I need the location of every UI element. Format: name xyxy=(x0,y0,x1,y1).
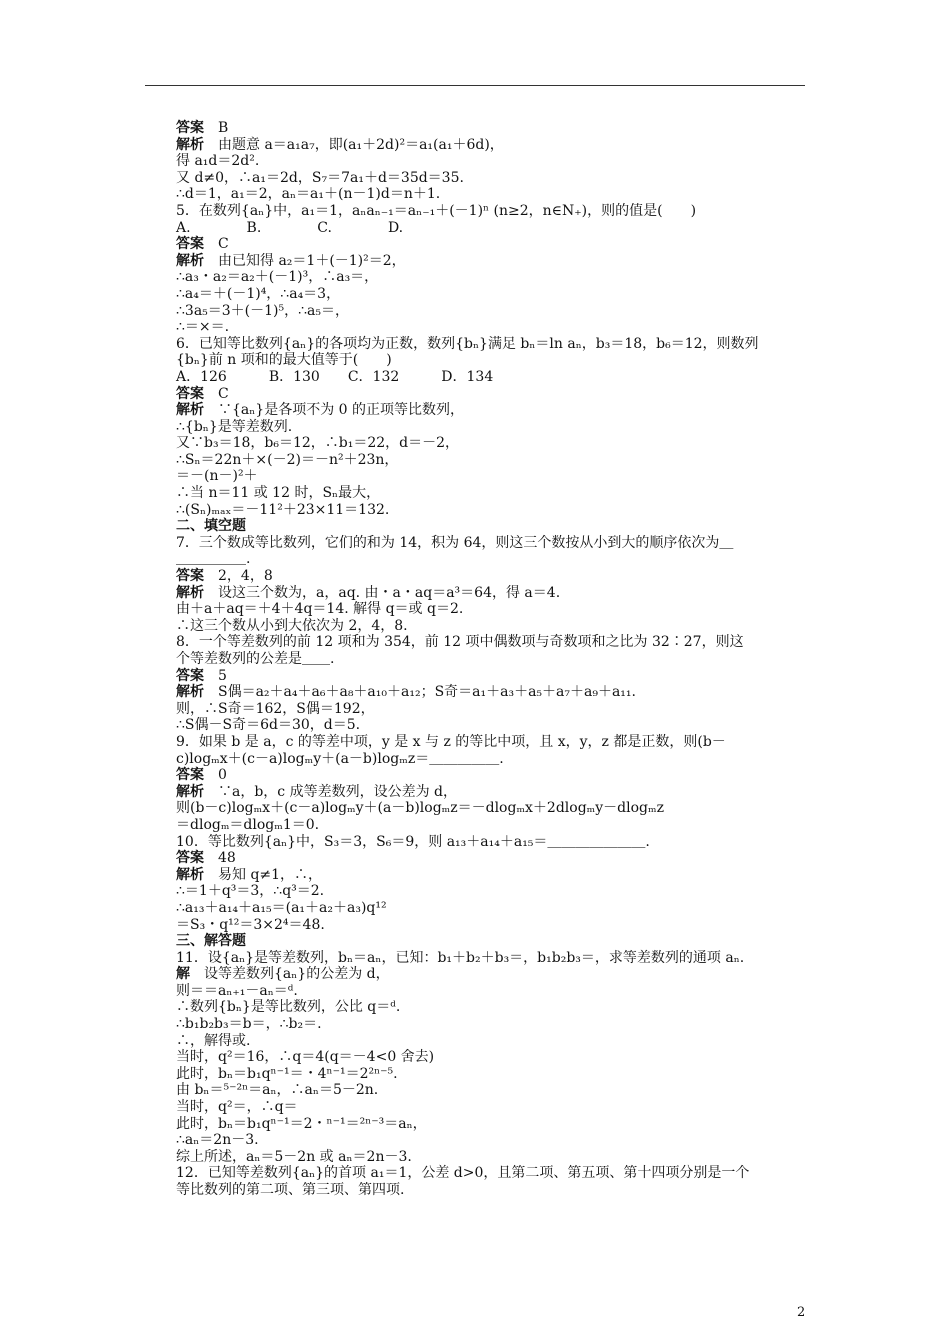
line-text: 则(b－c)logₘx＋(c－a)logₘy＋(a－b)logₘz＝－dlogₘx＋2dlogₘy－dlogₘz xyxy=(176,800,664,817)
text-line xyxy=(176,452,816,469)
text-line xyxy=(176,917,816,934)
text-line xyxy=(176,186,816,203)
line-text: ∴{bₙ}是等差数列. xyxy=(176,418,293,435)
text-line xyxy=(176,999,816,1016)
section-label: 答案 xyxy=(176,385,204,402)
line-text: ∴d＝1，a₁＝2，aₙ＝a₁＋(n－1)d＝n＋1. xyxy=(176,186,441,203)
section-label: 二、填空题 xyxy=(176,518,246,535)
text-line xyxy=(176,800,816,817)
line-text: 当时，q²＝，∴q＝ xyxy=(176,1099,298,1116)
text-line xyxy=(176,402,816,419)
line-text: 由题意 a＝a₁a₇，即(a₁＋2d)²＝a₁(a₁＋6d)， xyxy=(218,136,504,153)
page-number: 2 xyxy=(797,1305,806,1320)
text-line xyxy=(176,269,816,286)
section-label: 解析 xyxy=(176,866,204,883)
text-line xyxy=(176,834,816,851)
text-line xyxy=(176,137,816,154)
text-line xyxy=(176,120,816,137)
text-line xyxy=(176,518,816,535)
line-text: ∴这三个数从小到大依次为 2，4，8. xyxy=(176,617,408,634)
text-line xyxy=(176,1049,816,1066)
line-text: ＝－(n－)²＋ xyxy=(176,468,258,485)
line-text: 0 xyxy=(218,767,227,784)
line-text: 8．一个等差数列的前 12 项和为 354，前 12 项中偶数项与奇数项和之比为 32∶27，则这 xyxy=(176,634,744,651)
text-line xyxy=(176,651,816,668)
line-text: 又∵b₃＝18，b₆＝12，∴b₁＝22，d＝－2， xyxy=(176,435,460,452)
line-text: A. B. C. D. xyxy=(176,219,404,236)
line-text: 等比数列的第二项、第三项、第四项. xyxy=(176,1182,405,1198)
line-text: B xyxy=(218,120,229,136)
text-line xyxy=(176,468,816,485)
line-text: ＝S₃・q¹²＝3×2⁴＝48. xyxy=(176,916,325,933)
text-line xyxy=(176,751,816,768)
line-text: ∴(Sₙ)ₘₐₓ＝－11²＋23×11＝132. xyxy=(176,501,390,518)
text-line xyxy=(176,220,816,237)
line-text: 12．已知等差数列{aₙ}的首项 a₁＝1，公差 d>0，且第二项、第五项、第十四项分别是一个 xyxy=(176,1165,750,1182)
text-line xyxy=(176,966,816,983)
line-text: S偶＝a₂＋a₄＋a₆＋a₈＋a₁₀＋a₁₂；S奇＝a₁＋a₃＋a₅＋a₇＋a₉＋a₁₁. xyxy=(218,684,636,701)
line-text: ∴Sₙ＝22n＋×(－2)＝－n²＋23n， xyxy=(176,451,399,468)
line-text: 7．三个数成等比数列，它们的和为 14，积为 64，则这三个数按从小到大的顺序依次为＿ xyxy=(176,534,734,551)
line-text: ＿＿＿＿＿. xyxy=(176,551,251,568)
text-line xyxy=(176,701,816,718)
line-text: ∴当 n＝11 或 12 时，Sₙ最大， xyxy=(176,485,381,502)
text-line xyxy=(176,419,816,436)
line-text: 则，∴S奇＝162，S偶＝192， xyxy=(176,700,375,717)
document-body xyxy=(176,120,816,1199)
text-line xyxy=(176,717,816,734)
text-line xyxy=(176,950,816,967)
text-line xyxy=(176,551,816,568)
line-text: ∵a，b，c 成等差数列，设公差为 d， xyxy=(218,783,458,800)
section-label: 解析 xyxy=(176,402,204,419)
text-line xyxy=(176,634,816,651)
section-label: 解 xyxy=(176,966,190,983)
text-line xyxy=(176,1066,816,1083)
line-text: 个等差数列的公差是＿＿. xyxy=(176,651,335,667)
text-line xyxy=(176,1099,816,1116)
text-line xyxy=(176,1132,816,1149)
text-line xyxy=(176,386,816,403)
text-line xyxy=(176,435,816,452)
line-text: ∴b₁b₂b₃＝b＝，∴b₂＝. xyxy=(176,1016,322,1033)
text-line xyxy=(176,867,816,884)
line-text: 5．在数列{aₙ}中，a₁＝1，aₙaₙ₋₁＝aₙ₋₁＋(－1)ⁿ (n≥2，n∈N₊)，则的值是( ) xyxy=(176,202,697,219)
line-text: ∴a₄＝＋(－1)⁴，∴a₄＝3， xyxy=(176,285,341,302)
line-text: 又 d≠0，∴a₁＝2d，S₇＝7a₁＋d＝35d＝35. xyxy=(176,169,464,186)
section-label: 答案 xyxy=(176,667,204,684)
text-line xyxy=(176,568,816,585)
line-text: 6．已知等比数列{aₙ}的各项均为正数，数列{bₙ}满足 bₙ＝ln aₙ，b₃＝18，b₆＝12，则数列 xyxy=(176,335,759,352)
section-label: 答案 xyxy=(176,767,204,784)
text-line xyxy=(176,684,816,701)
line-text: {bₙ}前 n 项和的最大值等于( ) xyxy=(176,352,392,369)
text-line xyxy=(176,817,816,834)
line-text: ∴＝1＋q³＝3，∴q³＝2. xyxy=(176,883,325,900)
text-line xyxy=(176,767,816,784)
line-text: 由 bₙ＝⁵⁻²ⁿ＝aₙ，∴aₙ＝5－2n. xyxy=(176,1082,379,1099)
text-line xyxy=(176,286,816,303)
text-line xyxy=(176,933,816,950)
line-text: ∴，解得或. xyxy=(176,1032,251,1049)
line-text: 2，4，8 xyxy=(218,568,273,585)
line-text: ∴数列{bₙ}是等比数列，公比 q＝ᵈ. xyxy=(176,999,401,1016)
line-text: 设等差数列{aₙ}的公差为 d， xyxy=(204,966,390,983)
text-line xyxy=(176,485,816,502)
line-text: 此时，bₙ＝b₁qⁿ⁻¹＝2・ⁿ⁻¹＝²ⁿ⁻³＝aₙ， xyxy=(176,1115,427,1132)
text-line xyxy=(176,1033,816,1050)
line-text: A．126 B．130 C．132 D．134 xyxy=(176,368,494,385)
section-label: 解析 xyxy=(176,584,204,601)
line-text: ∴a₁₃＋a₁₄＋a₁₅＝(a₁＋a₂＋a₃)q¹² xyxy=(176,899,387,916)
line-text: 设这三个数为，a，aq. 由・a・aq＝a³＝64，得 a＝4. xyxy=(218,584,561,601)
text-line xyxy=(176,1116,816,1133)
text-line xyxy=(176,319,816,336)
text-line xyxy=(176,601,816,618)
line-text: 由＋a＋aq＝＋4＋4q＝14. 解得 q＝或 q＝2. xyxy=(176,601,464,618)
line-text: c)logₘx＋(c－a)logₘy＋(a－b)logₘz＝＿＿＿＿＿. xyxy=(176,750,504,767)
line-text: C xyxy=(218,385,229,402)
text-line xyxy=(176,883,816,900)
line-text: 易知 q≠1，∴， xyxy=(218,866,323,883)
line-text: 得 a₁d＝2d². xyxy=(176,153,260,170)
text-line xyxy=(176,535,816,552)
line-text: 当时，q²＝16，∴q＝4(q＝－4<0 舍去) xyxy=(176,1049,435,1066)
line-text: 5 xyxy=(218,667,227,684)
section-label: 答案 xyxy=(176,120,204,136)
line-text: ∴S偶－S奇＝6d＝30，d＝5. xyxy=(176,717,361,734)
text-line xyxy=(176,236,816,253)
text-line xyxy=(176,153,816,170)
section-label: 解析 xyxy=(176,783,204,800)
text-line xyxy=(176,369,816,386)
line-text: 此时，bₙ＝b₁qⁿ⁻¹＝・4ⁿ⁻¹＝2²ⁿ⁻⁵. xyxy=(176,1065,398,1082)
section-label: 答案 xyxy=(176,850,204,867)
text-line xyxy=(176,1016,816,1033)
line-text: 48 xyxy=(218,850,236,867)
section-label: 答案 xyxy=(176,568,204,585)
text-line xyxy=(176,1149,816,1166)
line-text: 由已知得 a₂＝1＋(－1)²＝2， xyxy=(218,252,406,269)
line-text: ∴＝×＝. xyxy=(176,319,230,336)
line-text: 综上所述，aₙ＝5－2n 或 aₙ＝2n－3. xyxy=(176,1148,412,1165)
text-line xyxy=(176,784,816,801)
text-line xyxy=(176,734,816,751)
text-line xyxy=(176,170,816,187)
text-line xyxy=(176,618,816,635)
text-line xyxy=(176,900,816,917)
line-text: ＝dlogₘ＝dlogₘ1＝0. xyxy=(176,816,320,833)
line-text: 则＝＝aₙ₊₁－aₙ＝ᵈ. xyxy=(176,982,298,999)
text-line xyxy=(176,850,816,867)
line-text: ∴3a₅＝3＋(－1)⁵，∴a₅＝， xyxy=(176,302,349,319)
section-label: 解析 xyxy=(176,136,204,153)
line-text: ∵{aₙ}是各项不为 0 的正项等比数列， xyxy=(218,402,465,419)
text-line xyxy=(176,303,816,320)
section-label: 三、解答题 xyxy=(176,933,246,950)
section-label: 解析 xyxy=(176,684,204,701)
line-text: 9．如果 b 是 a，c 的等差中项，y 是 x 与 z 的等比中项，且 x，y，z 都是正数，则(b－ xyxy=(176,733,726,750)
line-text: C xyxy=(218,236,229,253)
section-label: 答案 xyxy=(176,236,204,253)
text-line xyxy=(176,352,816,369)
text-line xyxy=(176,253,816,270)
text-line xyxy=(176,1082,816,1099)
text-line xyxy=(176,1182,816,1199)
line-text: ∴aₙ＝2n－3. xyxy=(176,1132,259,1149)
line-text: 10．等比数列{aₙ}中，S₃＝3，S₆＝9，则 a₁₃＋a₁₄＋a₁₅＝＿＿＿＿＿＿＿. xyxy=(176,833,650,850)
text-line xyxy=(176,983,816,1000)
text-line xyxy=(176,336,816,353)
line-text: ∴a₃・a₂＝a₂＋(－1)³，∴a₃＝， xyxy=(176,269,379,286)
text-line xyxy=(176,585,816,602)
header-rule xyxy=(145,85,805,86)
text-line xyxy=(176,1165,816,1182)
line-text: 11．设{aₙ}是等差数列，bₙ＝aₙ，已知：b₁＋b₂＋b₃＝，b₁b₂b₃＝，求等差数列的通项 aₙ. xyxy=(176,949,745,966)
section-label: 解析 xyxy=(176,252,204,269)
text-line xyxy=(176,203,816,220)
text-line xyxy=(176,668,816,685)
text-line xyxy=(176,502,816,519)
